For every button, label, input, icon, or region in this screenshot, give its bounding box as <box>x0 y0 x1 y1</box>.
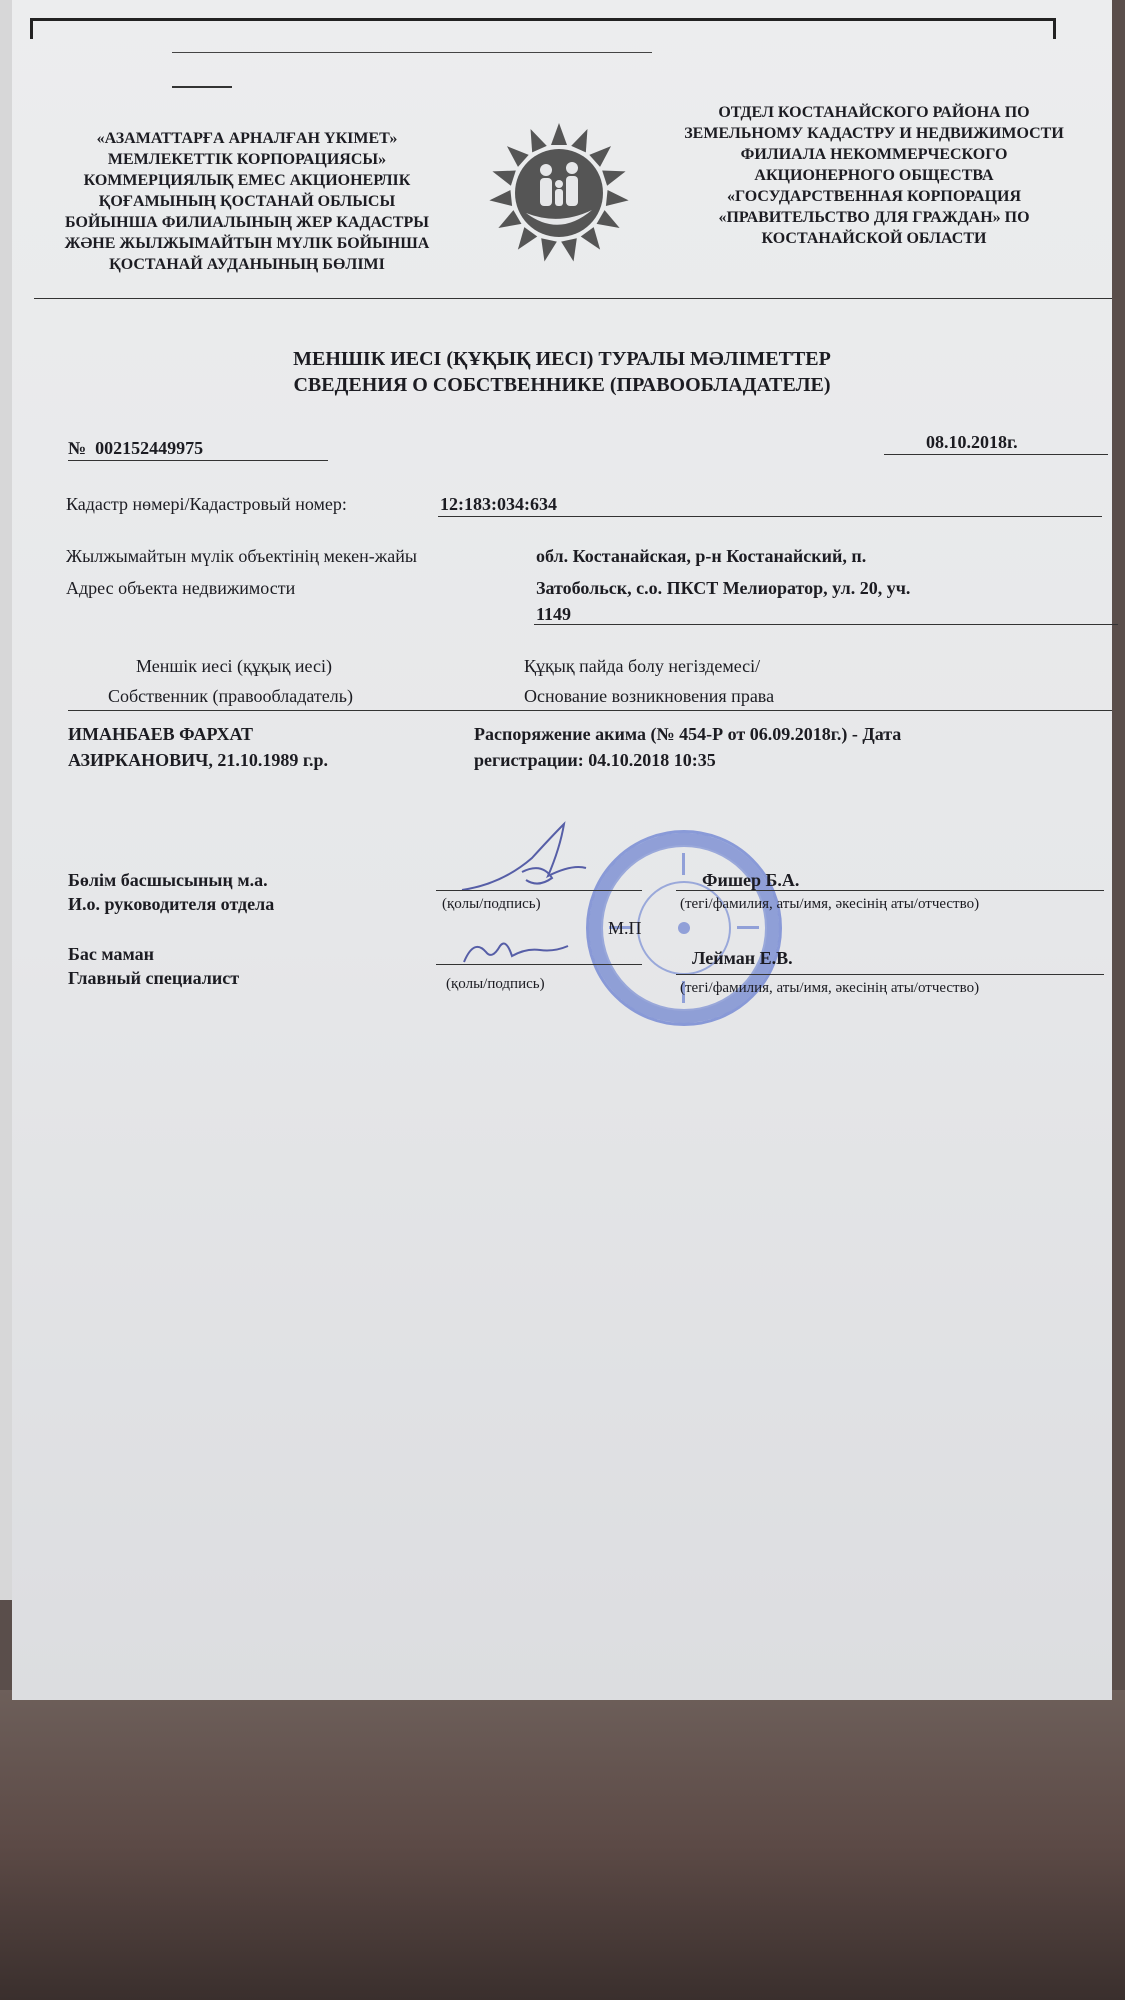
doc-date: 08.10.2018г. <box>926 432 1018 452</box>
head-title-kz: Бөлім басшысының м.а. <box>68 870 268 890</box>
number-underline <box>68 460 328 461</box>
org-name-ru <box>654 102 1094 249</box>
col-owner-kz: Меншік иесі (құқық иесі) <box>136 656 332 676</box>
org-ru-line: ОТДЕЛ КОСТАНАЙСКОГО РАЙОНА ПО <box>718 104 1030 121</box>
org-kz-line: «АЗАМАТТАРҒА АРНАЛҒАН ҮКІМЕТ» <box>96 130 398 147</box>
org-kz-line: ҚОҒАМЫНЫҢ ҚОСТАНАЙ ОБЛЫСЫ <box>98 193 396 210</box>
top-rule <box>172 52 652 53</box>
head-signature <box>452 818 602 898</box>
head-name-caption: (тегі/фамилия, аты/имя, әкесінің аты/отчество) <box>680 896 980 912</box>
org-ru-line: КОСТАНАЙСКОЙ ОБЛАСТИ <box>761 230 987 247</box>
owner-name: ИМАНБАЕВ ФАРХАТ <box>68 724 253 744</box>
head-name-line <box>676 890 1104 891</box>
org-ru-line: ФИЛИАЛА НЕКОММЕРЧЕСКОГО <box>740 146 1008 163</box>
org-kz-line: ЖӘНЕ ЖЫЛЖЫМАЙТЫН МҮЛІК БОЙЫНША <box>64 235 430 252</box>
org-kz-line: ҚОСТАНАЙ АУДАНЫНЫҢ БӨЛІМІ <box>109 256 385 273</box>
top-rule-short <box>172 86 232 88</box>
doc-number <box>68 438 203 459</box>
spec-name-caption: (тегі/фамилия, аты/имя, әкесінің аты/отчество) <box>680 980 980 996</box>
spec-signature <box>456 932 576 972</box>
org-ru-line: «ПРАВИТЕЛЬСТВО ДЛЯ ГРАЖДАН» ПО <box>718 209 1030 226</box>
top-frame <box>30 18 1056 39</box>
address-line: Затобольск, с.о. ПКСТ Мелиоратор, ул. 20, уч. <box>536 578 911 598</box>
background-surface <box>0 1690 1125 2000</box>
spec-sign-line <box>436 964 642 965</box>
date-underline <box>884 454 1108 455</box>
title-kz: МЕНШІК ИЕСІ (ҚҰҚЫҚ ИЕСІ) ТУРАЛЫ МӘЛІМЕТТЕР <box>293 348 831 370</box>
org-ru-line: «ГОСУДАРСТВЕННАЯ КОРПОРАЦИЯ <box>726 188 1022 205</box>
seal-place-mark: М.П <box>608 918 642 938</box>
address-label-kz: Жылжымайтын мүлік объектінің мекен-жайы <box>66 546 417 566</box>
cadastral-underline <box>438 516 1102 517</box>
cadastral-label: Кадастр нөмері/Кадастровый номер: <box>66 494 347 514</box>
header-divider <box>34 298 1112 299</box>
head-sign-caption: (қолы/подпись) <box>442 896 541 912</box>
org-ru-line: АКЦИОНЕРНОГО ОБЩЕСТВА <box>754 167 994 184</box>
owner-header-underline <box>68 710 1112 711</box>
spec-name: Лейман Е.В. <box>692 948 793 968</box>
right-basis: Распоряжение акима (№ 454-Р от 06.09.2018г.) - Дата <box>474 724 902 744</box>
org-name-kz <box>52 128 442 275</box>
org-kz-line: БОЙЫНША ФИЛИАЛЫНЫҢ ЖЕР КАДАСТРЫ <box>65 214 429 231</box>
address-label-ru: Адрес объекта недвижимости <box>66 578 296 598</box>
col-basis-ru: Основание возникновения права <box>524 686 775 706</box>
head-name: Фишер Б.А. <box>702 870 800 890</box>
government-corporation-logo <box>484 118 634 268</box>
owner-name: АЗИРКАНОВИЧ, 21.10.1989 г.р. <box>68 750 328 770</box>
spec-sign-caption: (қолы/подпись) <box>446 976 545 992</box>
number-prefix: № <box>68 438 87 458</box>
head-title-ru: И.о. руководителя отдела <box>68 894 275 914</box>
spec-name-line <box>676 974 1104 975</box>
title-ru: СВЕДЕНИЯ О СОБСТВЕННИКЕ (ПРАВООБЛАДАТЕЛЕ) <box>293 374 831 396</box>
document-sheet <box>12 0 1112 1700</box>
col-basis-kz: Құқық пайда болу негіздемесі/ <box>524 656 761 676</box>
org-kz-line: КОММЕРЦИЯЛЫҚ ЕМЕС АКЦИОНЕРЛІК <box>83 172 411 189</box>
org-kz-line: МЕМЛЕКЕТТІК КОРПОРАЦИЯСЫ» <box>107 151 387 168</box>
spec-title-kz: Бас маман <box>68 944 155 964</box>
address-underline <box>534 624 1118 625</box>
address-line: обл. Костанайская, р-н Костанайский, п. <box>536 546 867 566</box>
number-value: 002152449975 <box>95 438 204 458</box>
col-owner-ru: Собственник (правообладатель) <box>108 686 353 706</box>
cadastral-value: 12:183:034:634 <box>440 494 557 514</box>
address-line: 1149 <box>536 604 572 624</box>
right-basis: регистрации: 04.10.2018 10:35 <box>474 750 716 770</box>
org-ru-line: ЗЕМЕЛЬНОМУ КАДАСТРУ И НЕДВИЖИМОСТИ <box>684 125 1064 142</box>
head-sign-line <box>436 890 642 891</box>
spec-title-ru: Главный специалист <box>68 968 240 988</box>
